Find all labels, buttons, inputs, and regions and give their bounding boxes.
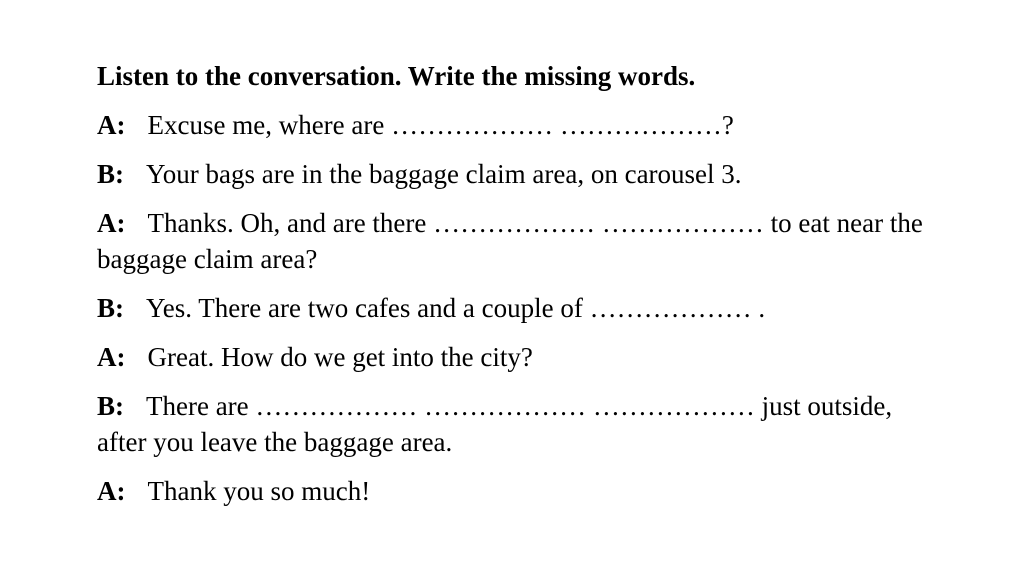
dialogue-text: Great. How do we get into the city? xyxy=(147,342,533,372)
dialogue-text: Thank you so much! xyxy=(147,476,371,506)
dialogue-line xyxy=(97,290,927,326)
speaker-label: B: xyxy=(97,293,124,323)
dialogue-line xyxy=(97,205,927,277)
speaker-label: A: xyxy=(97,110,126,140)
exercise-content xyxy=(97,58,927,522)
speaker-label: B: xyxy=(97,391,124,421)
dialogue-text: Thanks. Oh, and are there ……………… ……………… to eat near the baggage claim area? xyxy=(97,208,923,274)
exercise-instruction: Listen to the conversation. Write the missing words. xyxy=(97,61,696,91)
speaker-label: A: xyxy=(97,342,126,372)
dialogue-text: There are ……………… ……………… ……………… just outside, after you leave the baggage area. xyxy=(97,391,893,457)
dialogue-line xyxy=(97,339,927,375)
dialogue-line xyxy=(97,473,927,509)
dialogue-line xyxy=(97,107,927,143)
dialogue-text: Excuse me, where are ……………… ………………? xyxy=(147,110,734,140)
dialogue-text: Your bags are in the baggage claim area, on carousel 3. xyxy=(146,159,742,189)
speaker-label: A: xyxy=(97,208,126,238)
speaker-label: A: xyxy=(97,476,126,506)
speaker-label: B: xyxy=(97,159,124,189)
dialogue-line xyxy=(97,388,927,460)
dialogue-text: Yes. There are two cafes and a couple of ……………… . xyxy=(146,293,766,323)
dialogue-line xyxy=(97,156,927,192)
